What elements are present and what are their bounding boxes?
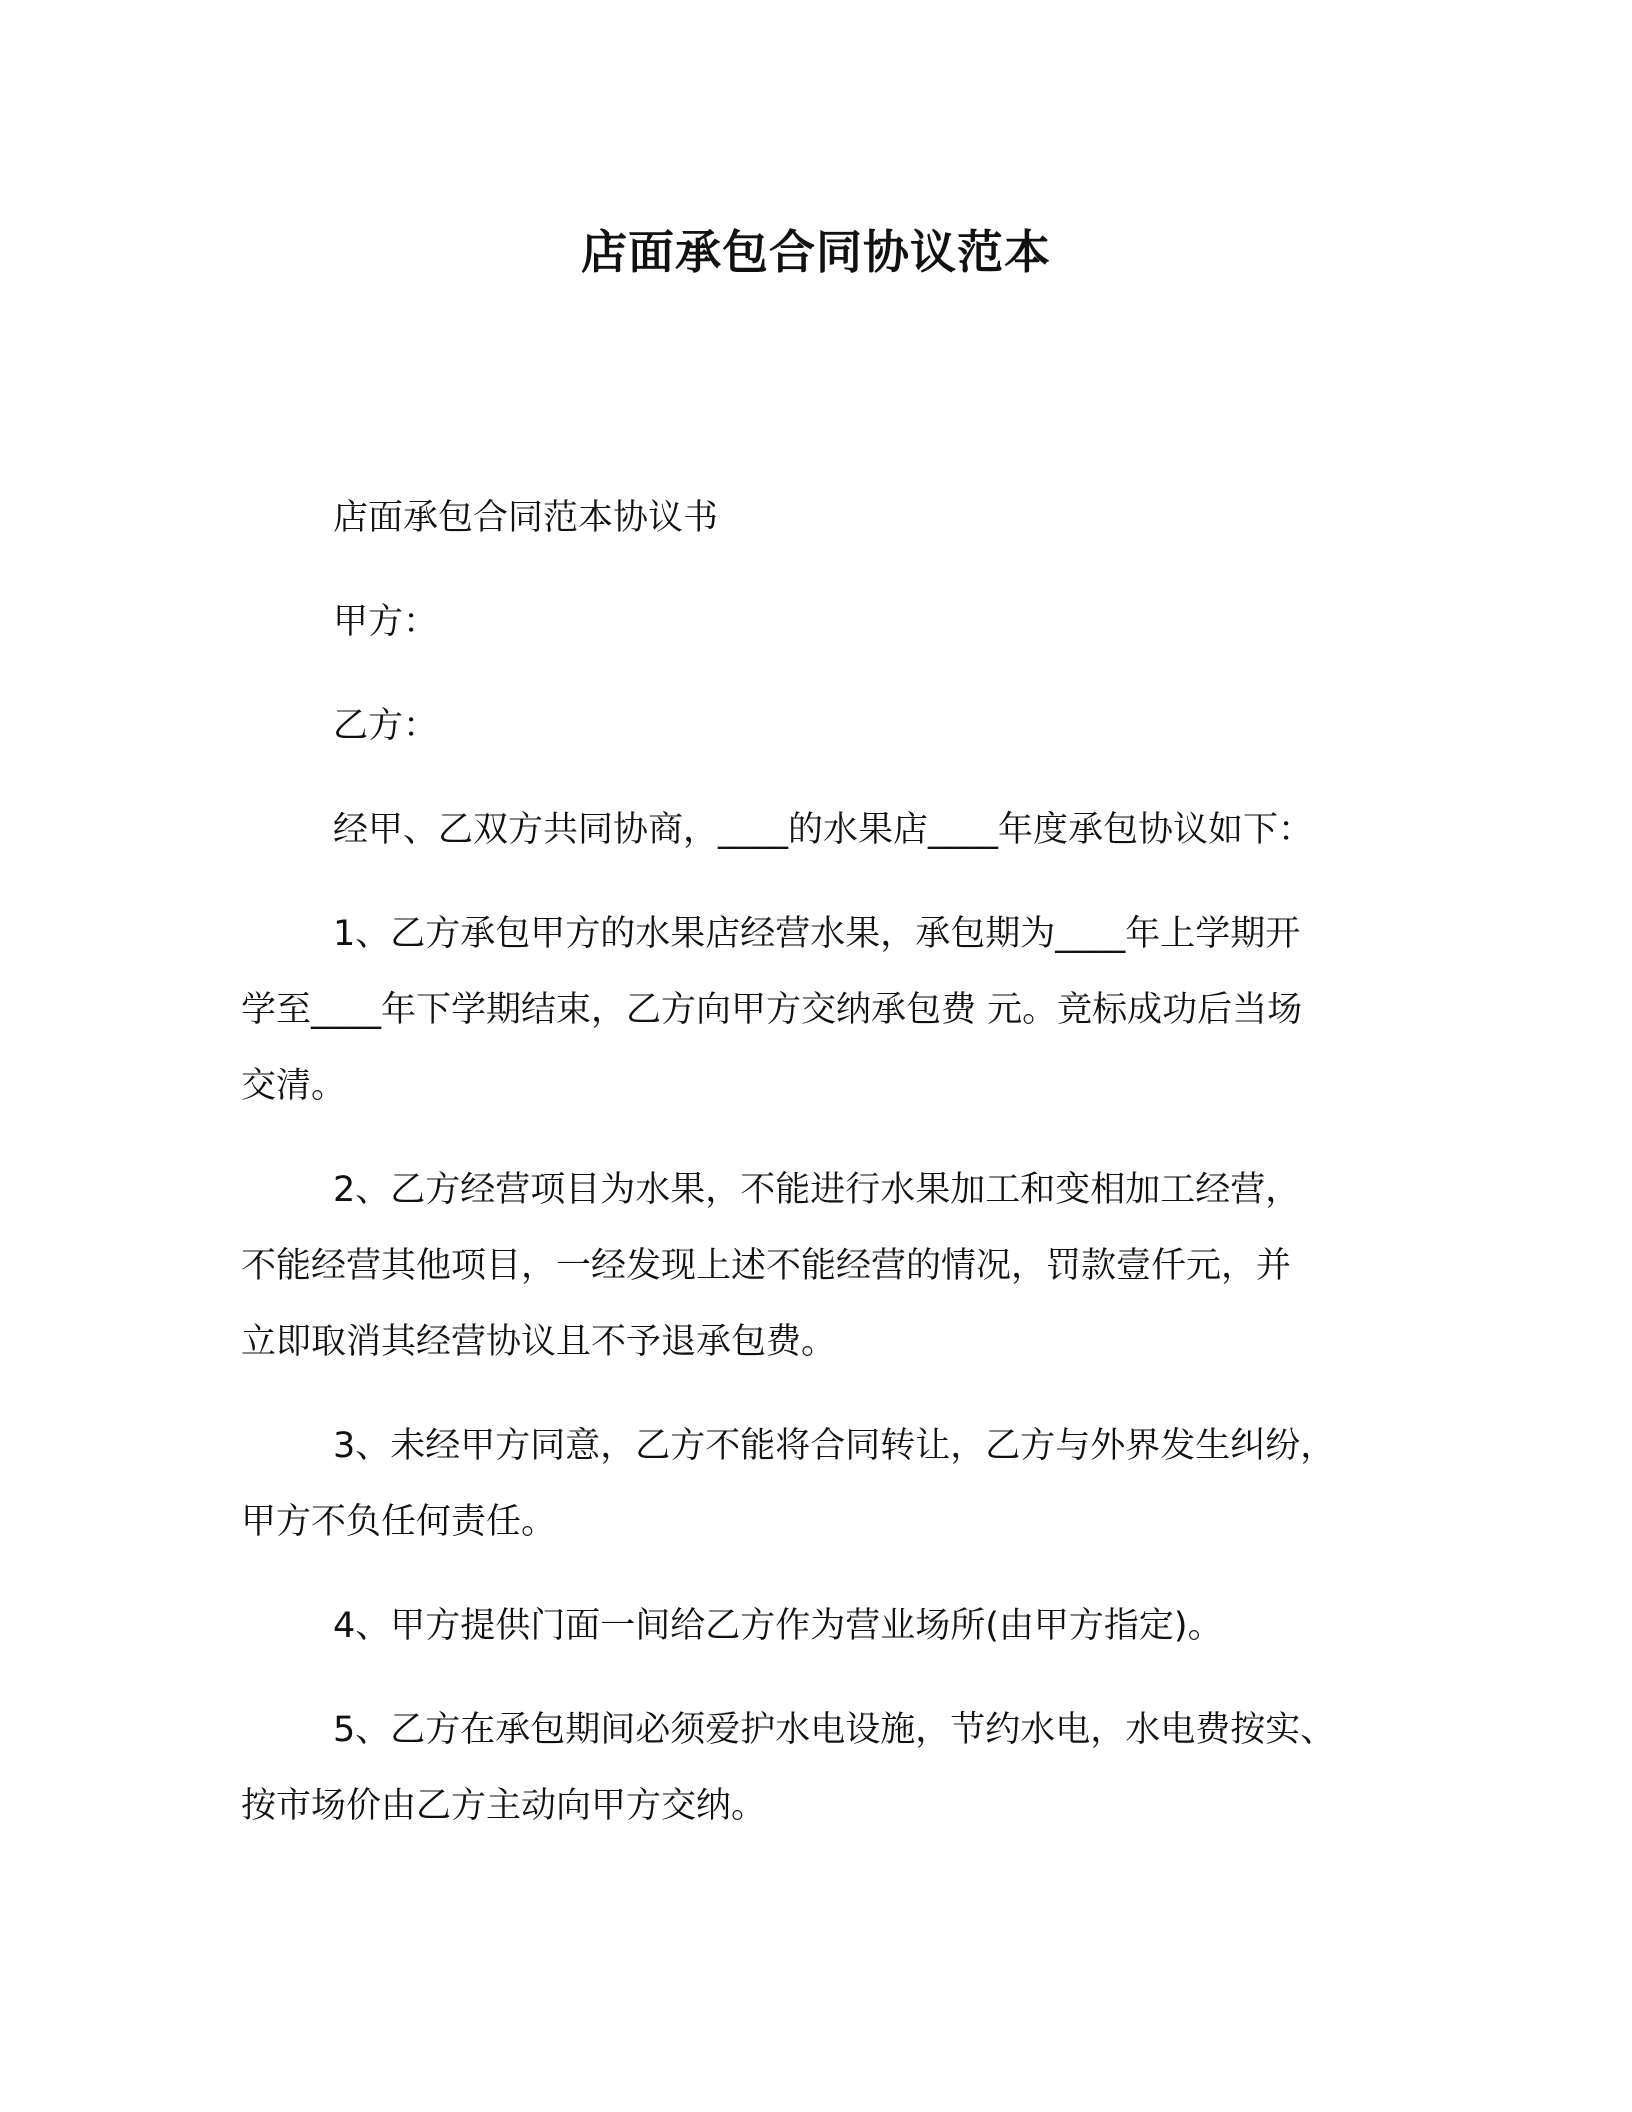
clause-2-line-1: 2、乙方经营项目为水果，不能进行水果加工和变相加工经营， <box>333 1170 1301 1210</box>
clause-5-line-2: 按市场价由乙方主动向甲方交纳。 <box>241 1786 767 1826</box>
party-a-label: 甲方： <box>333 602 439 642</box>
clause-3-line-1: 3、未经甲方同意，乙方不能将合同转让，乙方与外界发生纠纷， <box>333 1426 1336 1466</box>
clause-1-line-3: 交清。 <box>241 1066 347 1106</box>
clause-1-line-2: 学至____年下学期结束，乙方向甲方交纳承包费 元。竞标成功后当场 <box>241 990 1303 1030</box>
document-title: 店面承包合同协议范本 <box>581 225 1051 279</box>
party-b-label: 乙方： <box>333 706 439 746</box>
clause-3-line-2: 甲方不负任何责任。 <box>241 1502 557 1542</box>
intro-paragraph: 经甲、乙双方共同协商，____的水果店____年度承包协议如下： <box>333 810 1314 850</box>
agreement-subtitle: 店面承包合同范本协议书 <box>333 498 719 538</box>
clause-5-line-1: 5、乙方在承包期间必须爱护水电设施，节约水电，水电费按实、 <box>333 1710 1336 1750</box>
clause-1-line-1: 1、乙方承包甲方的水果店经营水果，承包期为____年上学期开 <box>333 914 1301 954</box>
clause-4-line-1: 4、甲方提供门面一间给乙方作为营业场所(由甲方指定)。 <box>333 1606 1223 1646</box>
clause-2-line-2: 不能经营其他项目，一经发现上述不能经营的情况，罚款壹仟元，并 <box>241 1246 1292 1286</box>
clause-2-line-3: 立即取消其经营协议且不予退承包费。 <box>241 1322 837 1362</box>
